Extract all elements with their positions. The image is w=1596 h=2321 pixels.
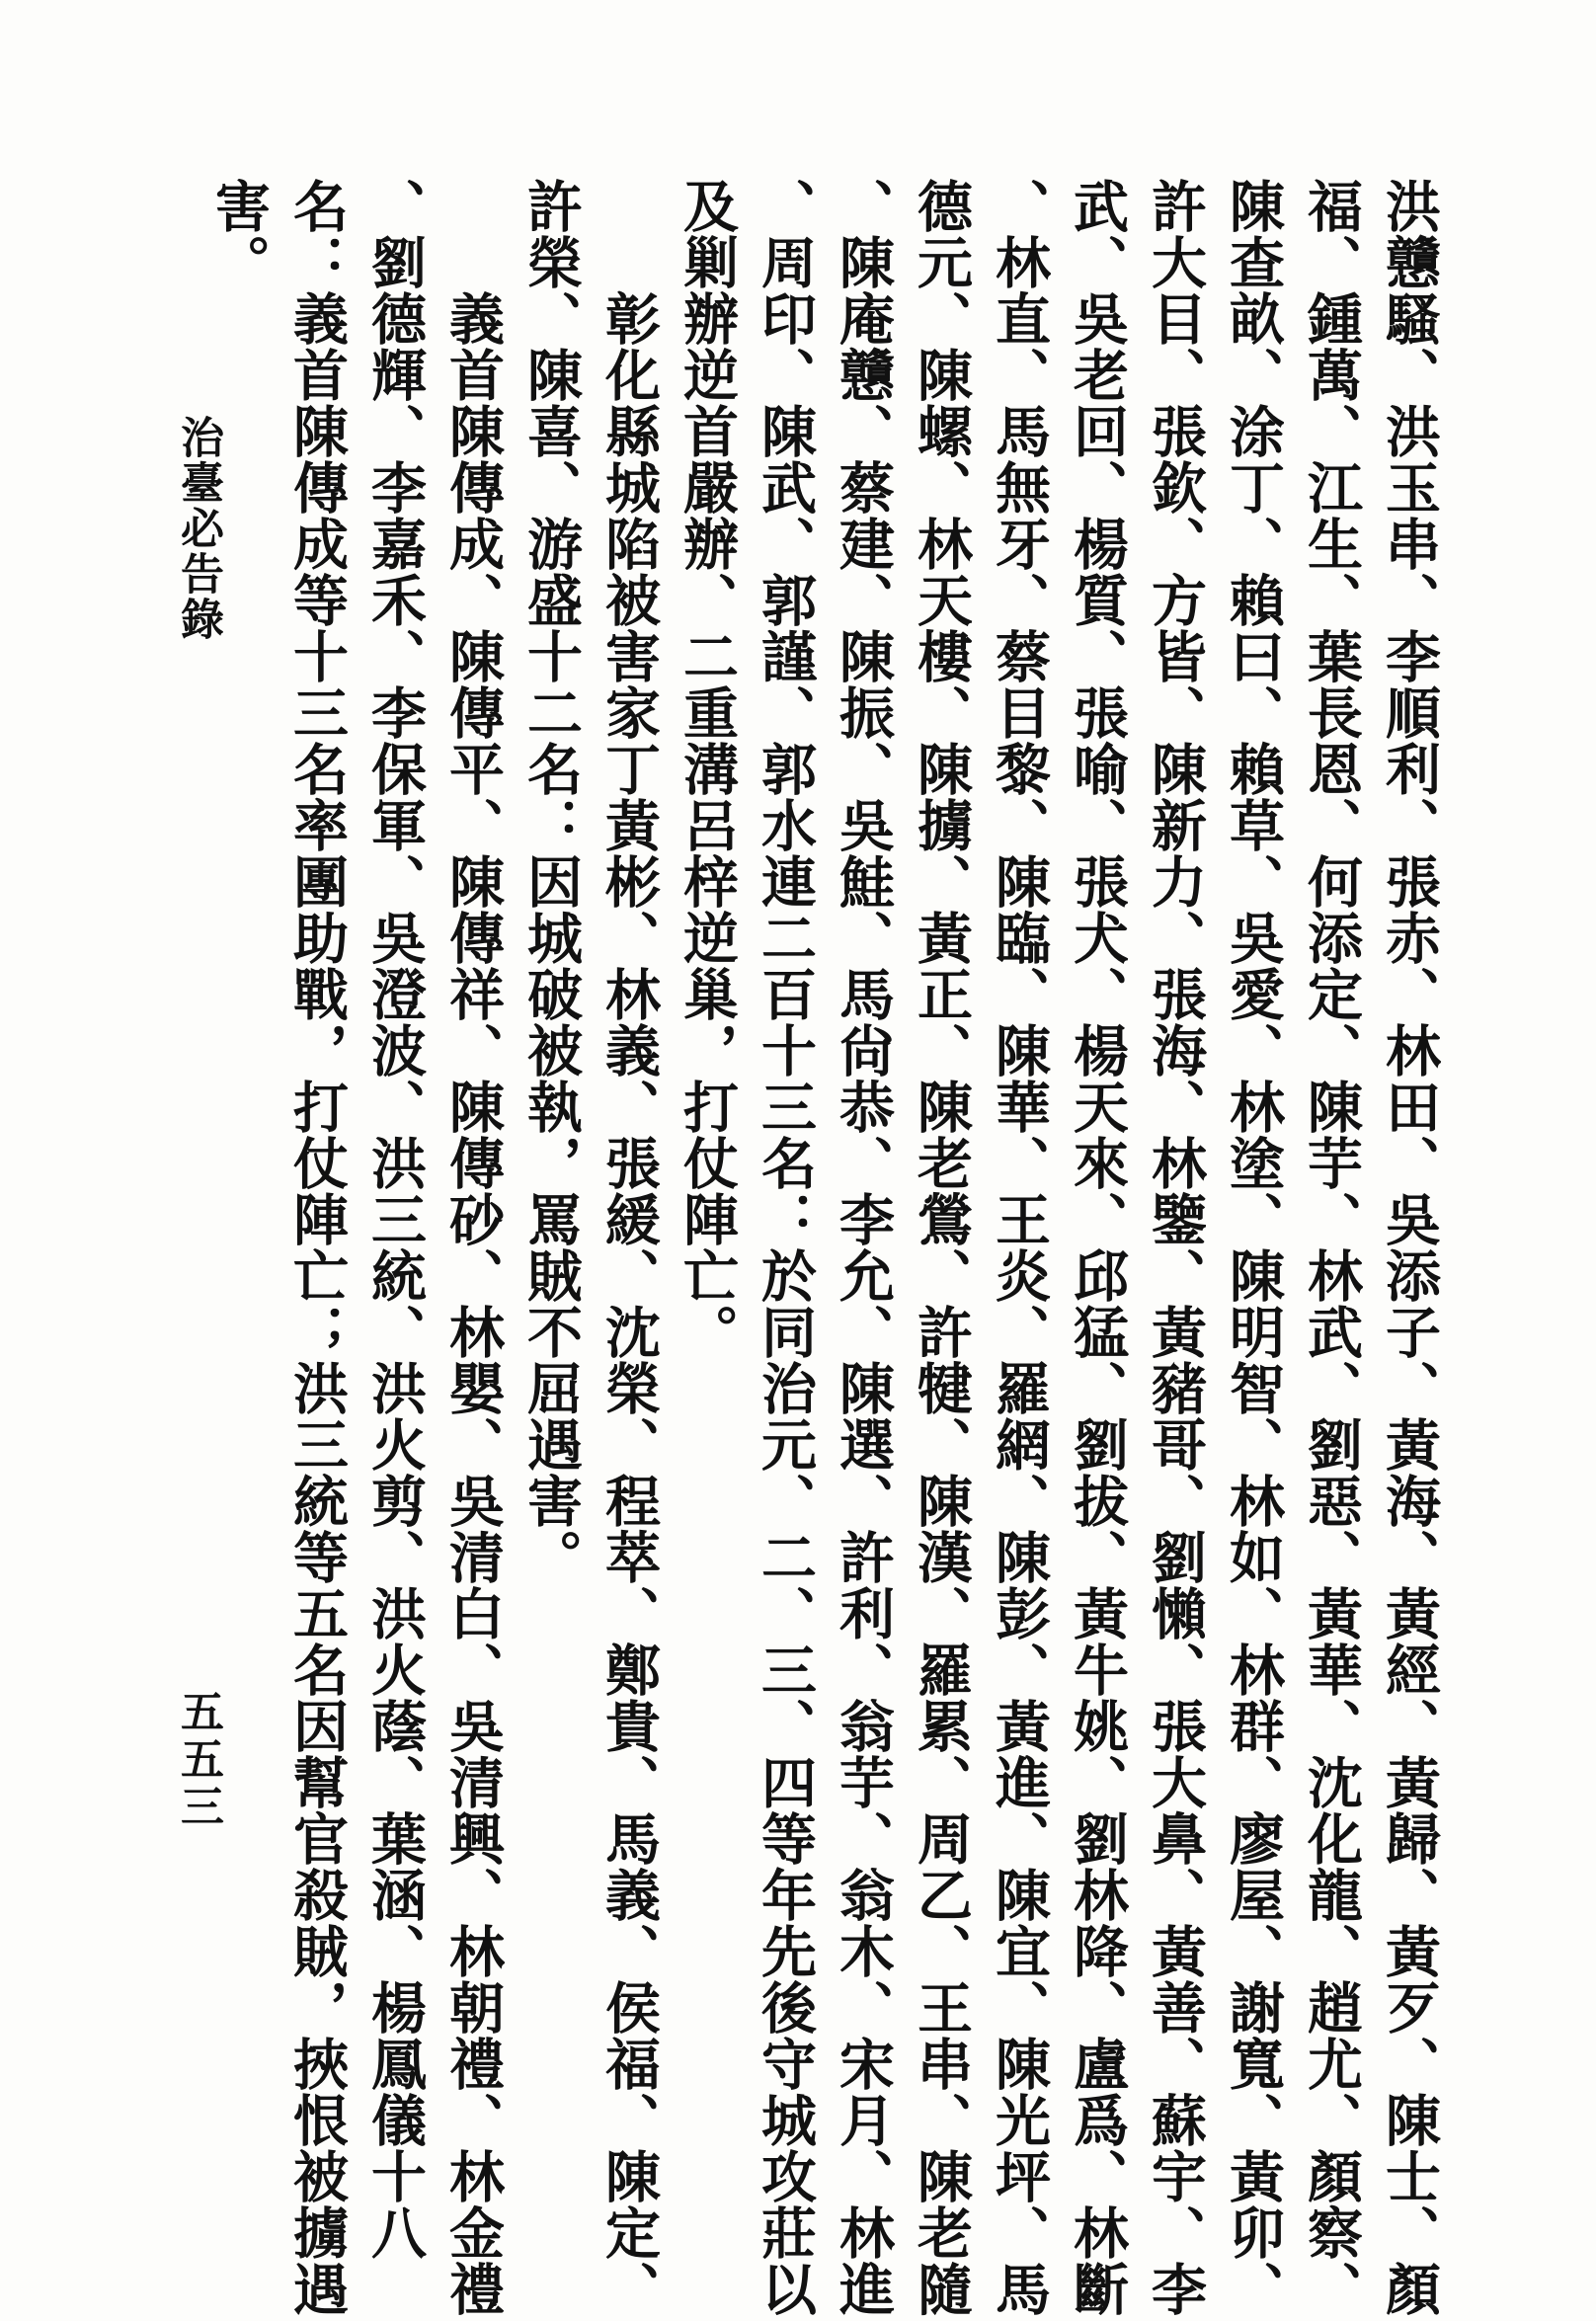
page-number: 五五三 [173,1689,223,1831]
text-line: 福、鍾萬、江生、葉長恩、何添定、陳芋、林武、劉惡、黃華、沈化龍、趙尤、顏察、 [1299,178,1364,2317]
text-line: 、陳庵戇、蔡建、陳振、吳鮭、馬尙恭、李允、陳選、許利、翁芋、翁木、宋月、林進 [831,178,896,2317]
text-line: 洪戇騷、洪玉串、李順利、張赤、林田、吳添子、黃海、黃經、黃歸、黃歹、陳士、顏 [1377,178,1442,2317]
text-line: 陳查畝、涂丁、賴曰、賴草、吳愛、林塗、陳明智、林如、林群、廖屋、謝寬、黃卯、 [1221,178,1286,2317]
text-line: 及剿辦逆首嚴辦、二重溝呂梓逆巢，打仗陣亡。 [675,178,740,1360]
text-line: 害。 [206,178,272,290]
text-line: 義首陳傳成、陳傳平、陳傳祥、陳傳砂、林嬰、吳清白、吳清興、林朝禮、林金禮 [440,178,506,2317]
text-line: 彰化縣城陷被害家丁黃彬、林義、張緩、沈榮、程萃、鄭貴、馬義、侯福、陳定、 [597,178,662,2317]
text-line: 德元、陳螺、林天樓、陳擄、黃正、陳老鶯、許犍、陳漢、羅累、周乙、王串、陳老隨 [909,178,974,2317]
text-line: 、劉德輝、李嘉禾、李保軍、吳澄波、洪三統、洪火剪、洪火蔭、葉涵、楊鳳儀十八 [362,178,428,2261]
text-line: 、林直、馬無牙、蔡目黎、陳臨、陳華、王炎、羅網、陳彭、黃進、陳宜、陳光坪、馬 [987,178,1052,2317]
running-title: 治臺必告錄 [173,415,223,642]
body-text [200,178,1448,2317]
text-line: 武、吳老回、楊質、張喻、張犬、楊天來、邱猛、劉拔、黃牛姚、劉林降、盧爲、林斷 [1065,178,1130,2317]
text-line: 名：義首陳傳成等十三名率團助戰，打仗陣亡；洪三統等五名因幫官殺賊，挾恨被擄遇 [284,178,350,2317]
text-line: 許大目、張欽、方皆、陳新力、張海、林鑒、黃豬哥、劉懶、張大鼻、黃善、蘇宇、李 [1143,178,1208,2317]
text-line: 許榮、陳喜、游盛十二名：因城破被執，罵賊不屈遇害。 [519,178,584,1585]
text-line: 、周印、陳武、郭謹、郭水連二百十三名：於同治元、二、三、四等年先後守城攻莊以 [753,178,818,2317]
